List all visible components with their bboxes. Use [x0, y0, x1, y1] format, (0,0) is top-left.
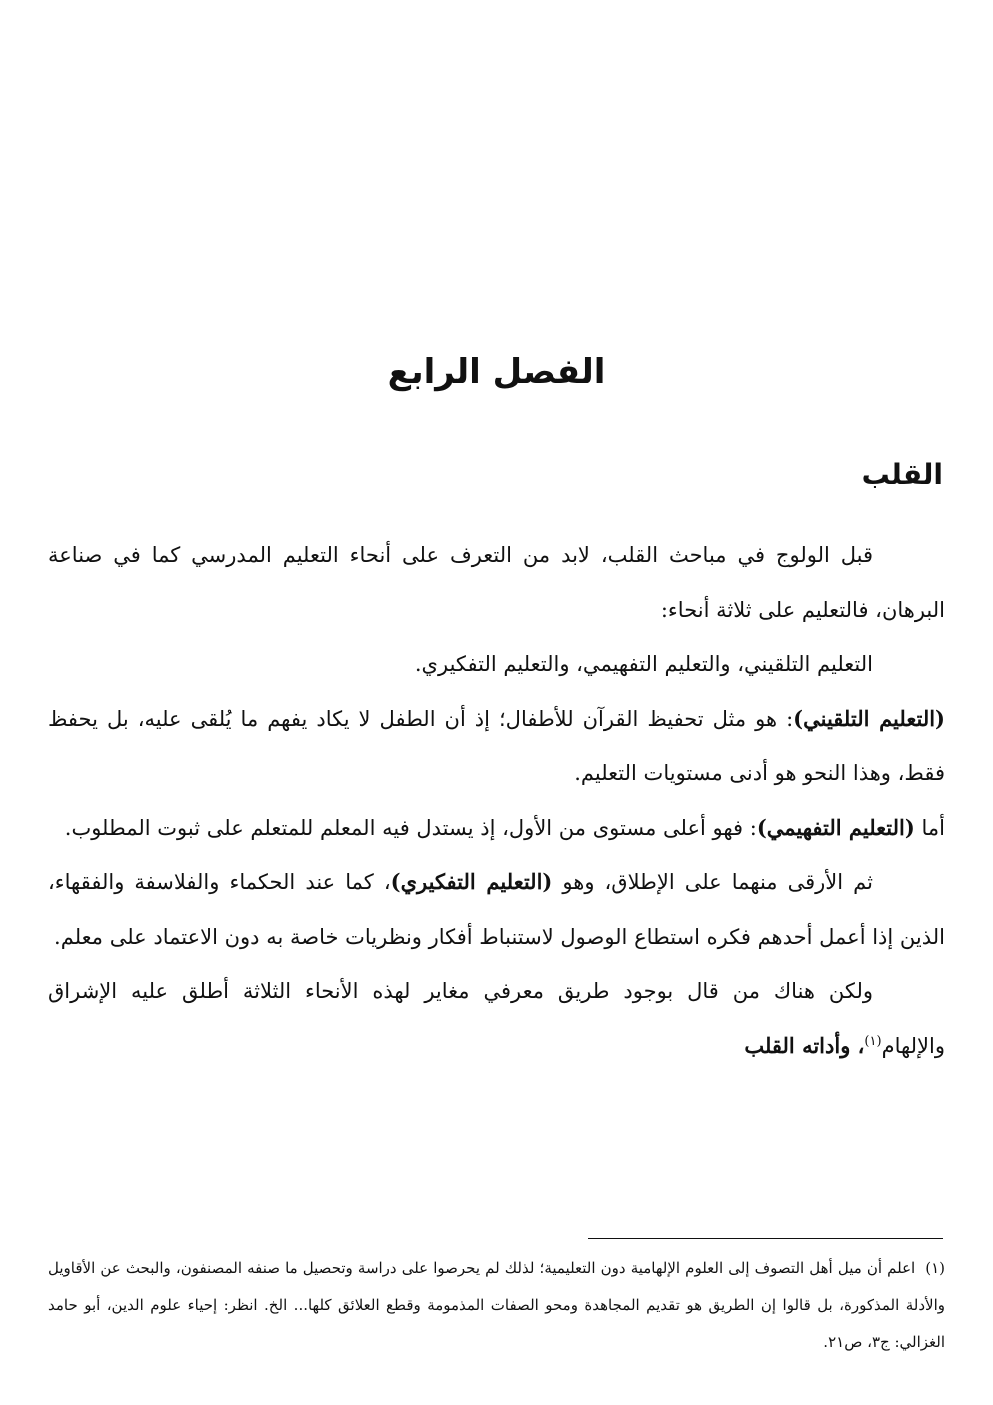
tafkiri-text: ، كما عند الحكماء والفلاسفة والفقهاء، الذين إذا أعمل أحدهم فكره استطاع الوصول لاستنباط أفكار ونظريات خاصة به دون الاعتماد على معلم.: [48, 870, 945, 949]
chapter-title: الفصل الرابع: [387, 352, 606, 392]
term-tafkiri: (التعليم التفكيري): [390, 869, 553, 894]
footnote-divider: [588, 1238, 943, 1239]
paragraph-intro: قبل الولوج في مباحث القلب، لابد من التعرف على أنحاء التعليم المدرسي كما في صناعة البرهان، فالتعليم على ثلاثة أنحاء:: [48, 543, 945, 622]
ishraq-text: ولكن هناك من قال بوجود طريق معرفي مغاير لهذه الأنحاء الثلاثة أطلق عليه الإشراق والإلهام: [48, 979, 945, 1058]
paragraph-tafkiri: [48, 855, 945, 964]
paragraph-talqini: [48, 692, 945, 801]
tafhimi-lead: أما: [914, 815, 945, 840]
talqini-text: : هو مثل تحفيظ القرآن للأطفال؛ إذ أن الطفل لا يكاد يفهم ما يُلقى عليه، بل يحفظ فقط، وهذا النحو هو أدنى مستويات التعليم.: [48, 706, 945, 785]
tafhimi-text: : فهو أعلى مستوى من الأول، إذ يستدل فيه المعلم للمتعلم على ثبوت المطلوب.: [64, 815, 757, 840]
paragraph-ishraq: [48, 964, 945, 1073]
footnote-paragraph: [48, 1250, 945, 1361]
term-tafhimi: (التعليم التفهيمي): [756, 814, 915, 840]
footnote-reference[interactable]: (١): [864, 1033, 882, 1049]
term-talqini: (التعليم التلقيني): [793, 705, 945, 731]
tafkiri-lead: ثم الأرقى منهما على الإطلاق، وهو: [552, 870, 873, 894]
footnote-number: (١): [925, 1259, 945, 1277]
footnote-text: اعلم أن ميل أهل التصوف إلى العلوم الإلهامية دون التعليمية؛ لذلك لم يحرصوا على دراسة وتحصيل ما صنفه المصنفون، والبحث عن الأقاويل والأدلة المذكورة، بل قالوا إن الطريق هو تقديم المجاهدة ومحو الصفات المذمومة وقطع العلائق كلها... الخ. انظر: إحياء علوم الدين، أبو حامد الغزالي: ج٣، ص٢١.: [48, 1259, 945, 1351]
ishraq-tail: ، وأداته القلب: [744, 1032, 865, 1058]
body-text: [48, 528, 945, 1073]
paragraph-tafhimi: [48, 801, 945, 856]
paragraph-types: التعليم التلقيني، والتعليم التفهيمي، والتعليم التفكيري.: [414, 652, 873, 676]
footnote: [48, 1250, 945, 1361]
section-heading: القلب: [861, 458, 943, 491]
